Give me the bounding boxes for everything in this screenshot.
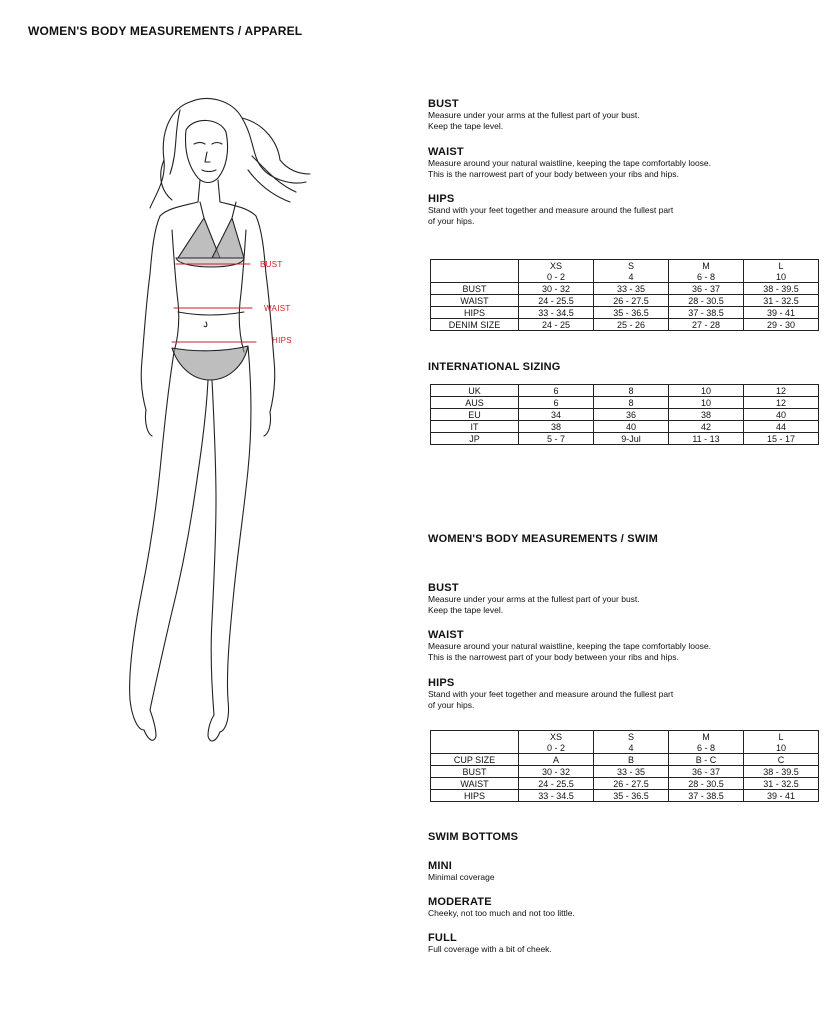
table-cell: 6 - 8 bbox=[669, 271, 744, 283]
table-cell: 29 - 30 bbox=[744, 319, 819, 331]
measure-desc-line: Stand with your feet together and measure around the fullest part bbox=[428, 205, 674, 215]
swim-bottom-moderate bbox=[428, 896, 808, 919]
table-cell: 44 bbox=[744, 421, 819, 433]
table-cell: 4 bbox=[594, 271, 669, 283]
table-row bbox=[431, 433, 819, 445]
table-cell: UK bbox=[431, 385, 519, 397]
table-cell: L bbox=[744, 260, 819, 272]
table-cell: 6 bbox=[519, 385, 594, 397]
table-cell: 0 - 2 bbox=[519, 742, 594, 754]
table-cell: XS bbox=[519, 260, 594, 272]
bottom-heading: MODERATE bbox=[428, 896, 492, 908]
measure-heading: HIPS bbox=[428, 193, 455, 205]
bottom-desc: Cheeky, not too much and not too little. bbox=[428, 908, 575, 918]
table-cell: 15 - 17 bbox=[744, 433, 819, 445]
table-cell: HIPS bbox=[431, 307, 519, 319]
table-cell: EU bbox=[431, 409, 519, 421]
table-cell: 10 bbox=[669, 385, 744, 397]
table-cell: 33 - 35 bbox=[594, 766, 669, 778]
table-cell: BUST bbox=[431, 766, 519, 778]
swim-measure-hips bbox=[428, 677, 808, 711]
table-cell: 36 bbox=[594, 409, 669, 421]
measure-desc-line: This is the narrowest part of your body between your ribs and hips. bbox=[428, 652, 679, 662]
table-cell: M bbox=[669, 260, 744, 272]
table-row bbox=[431, 409, 819, 421]
table-header-row bbox=[431, 260, 819, 272]
table-cell: 26 - 27.5 bbox=[594, 295, 669, 307]
table-cell: B bbox=[594, 754, 669, 766]
apparel-measure-waist bbox=[428, 146, 808, 180]
table-cell: IT bbox=[431, 421, 519, 433]
table-cell: 24 - 25.5 bbox=[519, 295, 594, 307]
table-cell: 39 - 41 bbox=[744, 307, 819, 319]
swim-bottom-mini bbox=[428, 860, 808, 883]
table-cell: 8 bbox=[594, 385, 669, 397]
figure-label-hips: HIPS bbox=[272, 336, 292, 345]
table-cell: C bbox=[744, 754, 819, 766]
table-row bbox=[431, 766, 819, 778]
measure-desc-line: of your hips. bbox=[428, 216, 475, 226]
table-cell: 38 - 39.5 bbox=[744, 766, 819, 778]
table-row bbox=[431, 319, 819, 331]
table-cell: S bbox=[594, 260, 669, 272]
table-cell: 38 bbox=[519, 421, 594, 433]
bottom-heading: MINI bbox=[428, 860, 453, 872]
table-row bbox=[431, 295, 819, 307]
table-cell: 9-Jul bbox=[594, 433, 669, 445]
table-cell: 24 - 25 bbox=[519, 319, 594, 331]
intl-sizing-title: INTERNATIONAL SIZING bbox=[428, 361, 561, 373]
measure-heading: BUST bbox=[428, 582, 459, 594]
table-cell: CUP SIZE bbox=[431, 754, 519, 766]
table-cell: 37 - 38.5 bbox=[669, 790, 744, 802]
table-cell bbox=[431, 731, 519, 754]
swim-bottom-full bbox=[428, 932, 808, 955]
table-cell: 35 - 36.5 bbox=[594, 790, 669, 802]
measure-desc-line: Measure around your natural waistline, keeping the tape comfortably loose. bbox=[428, 158, 712, 168]
table-cell bbox=[431, 260, 519, 283]
table-cell: 6 - 8 bbox=[669, 742, 744, 754]
table-cell: B - C bbox=[669, 754, 744, 766]
table-cell: 6 bbox=[519, 397, 594, 409]
table-cell: 36 - 37 bbox=[669, 283, 744, 295]
table-cell: XS bbox=[519, 731, 594, 743]
table-row bbox=[431, 778, 819, 790]
table-cell: 31 - 32.5 bbox=[744, 778, 819, 790]
table-cell: 42 bbox=[669, 421, 744, 433]
table-cell: 24 - 25.5 bbox=[519, 778, 594, 790]
bottom-heading: FULL bbox=[428, 932, 457, 944]
table-cell: 10 bbox=[669, 397, 744, 409]
table-cell: 12 bbox=[744, 385, 819, 397]
intl-size-table bbox=[430, 384, 819, 445]
table-cell: 31 - 32.5 bbox=[744, 295, 819, 307]
table-row bbox=[431, 397, 819, 409]
table-cell: 12 bbox=[744, 397, 819, 409]
table-cell: 35 - 36.5 bbox=[594, 307, 669, 319]
table-cell: 38 bbox=[669, 409, 744, 421]
table-cell: BUST bbox=[431, 283, 519, 295]
table-cell: 30 - 32 bbox=[519, 283, 594, 295]
table-cell: 5 - 7 bbox=[519, 433, 594, 445]
measure-desc-line: Measure under your arms at the fullest part of your bust. bbox=[428, 594, 640, 604]
bottom-desc: Minimal coverage bbox=[428, 872, 495, 882]
measure-heading: BUST bbox=[428, 98, 459, 110]
measure-heading: WAIST bbox=[428, 146, 464, 158]
measure-heading: WAIST bbox=[428, 629, 464, 641]
table-cell: 4 bbox=[594, 742, 669, 754]
measure-heading: HIPS bbox=[428, 677, 455, 689]
measure-desc-line: of your hips. bbox=[428, 700, 475, 710]
table-cell: S bbox=[594, 731, 669, 743]
measure-desc-line: This is the narrowest part of your body between your ribs and hips. bbox=[428, 169, 679, 179]
apparel-measure-bust bbox=[428, 98, 808, 132]
table-cell: 28 - 30.5 bbox=[669, 295, 744, 307]
table-cell: 8 bbox=[594, 397, 669, 409]
table-cell: M bbox=[669, 731, 744, 743]
table-cell: JP bbox=[431, 433, 519, 445]
table-cell: 33 - 35 bbox=[594, 283, 669, 295]
table-cell: WAIST bbox=[431, 778, 519, 790]
table-cell: HIPS bbox=[431, 790, 519, 802]
bottom-desc: Full coverage with a bit of cheek. bbox=[428, 944, 552, 954]
table-cell: 37 - 38.5 bbox=[669, 307, 744, 319]
table-cell: 40 bbox=[594, 421, 669, 433]
table-cell: 11 - 13 bbox=[669, 433, 744, 445]
table-row bbox=[431, 307, 819, 319]
table-row bbox=[431, 421, 819, 433]
table-cell: WAIST bbox=[431, 295, 519, 307]
table-cell: 30 - 32 bbox=[519, 766, 594, 778]
measure-desc-line: Keep the tape level. bbox=[428, 121, 504, 131]
page-title: WOMEN'S BODY MEASUREMENTS / APPAREL bbox=[28, 24, 303, 38]
figure-label-waist: WAIST bbox=[264, 304, 291, 313]
table-cell: 36 - 37 bbox=[669, 766, 744, 778]
table-row bbox=[431, 790, 819, 802]
swim-measure-waist bbox=[428, 629, 808, 663]
table-cell: 28 - 30.5 bbox=[669, 778, 744, 790]
measure-desc-line: Measure under your arms at the fullest part of your bust. bbox=[428, 110, 640, 120]
swim-bottoms-title: SWIM BOTTOMS bbox=[428, 831, 519, 843]
apparel-size-table bbox=[430, 259, 819, 331]
table-cell: 34 bbox=[519, 409, 594, 421]
table-cell: L bbox=[744, 731, 819, 743]
body-figure-illustration bbox=[120, 90, 320, 750]
table-row bbox=[431, 754, 819, 766]
table-header-row bbox=[431, 731, 819, 743]
measure-desc-line: Measure around your natural waistline, keeping the tape comfortably loose. bbox=[428, 641, 712, 651]
table-cell: 33 - 34.5 bbox=[519, 790, 594, 802]
swim-size-table bbox=[430, 730, 819, 802]
figure-label-bust: BUST bbox=[260, 260, 283, 269]
table-cell: 25 - 26 bbox=[594, 319, 669, 331]
table-row bbox=[431, 385, 819, 397]
swim-measure-bust bbox=[428, 582, 808, 616]
table-cell: AUS bbox=[431, 397, 519, 409]
table-cell: 0 - 2 bbox=[519, 271, 594, 283]
table-cell: 39 - 41 bbox=[744, 790, 819, 802]
table-cell: 38 - 39.5 bbox=[744, 283, 819, 295]
table-cell: 40 bbox=[744, 409, 819, 421]
table-cell: 26 - 27.5 bbox=[594, 778, 669, 790]
table-cell: 10 bbox=[744, 742, 819, 754]
table-cell: 27 - 28 bbox=[669, 319, 744, 331]
table-cell: 10 bbox=[744, 271, 819, 283]
swim-section-title: WOMEN'S BODY MEASUREMENTS / SWIM bbox=[428, 533, 659, 545]
table-cell: DENIM SIZE bbox=[431, 319, 519, 331]
table-cell: A bbox=[519, 754, 594, 766]
measure-desc-line: Keep the tape level. bbox=[428, 605, 504, 615]
apparel-measure-hips bbox=[428, 193, 808, 227]
table-cell: 33 - 34.5 bbox=[519, 307, 594, 319]
table-row bbox=[431, 283, 819, 295]
measure-desc-line: Stand with your feet together and measure around the fullest part bbox=[428, 689, 674, 699]
